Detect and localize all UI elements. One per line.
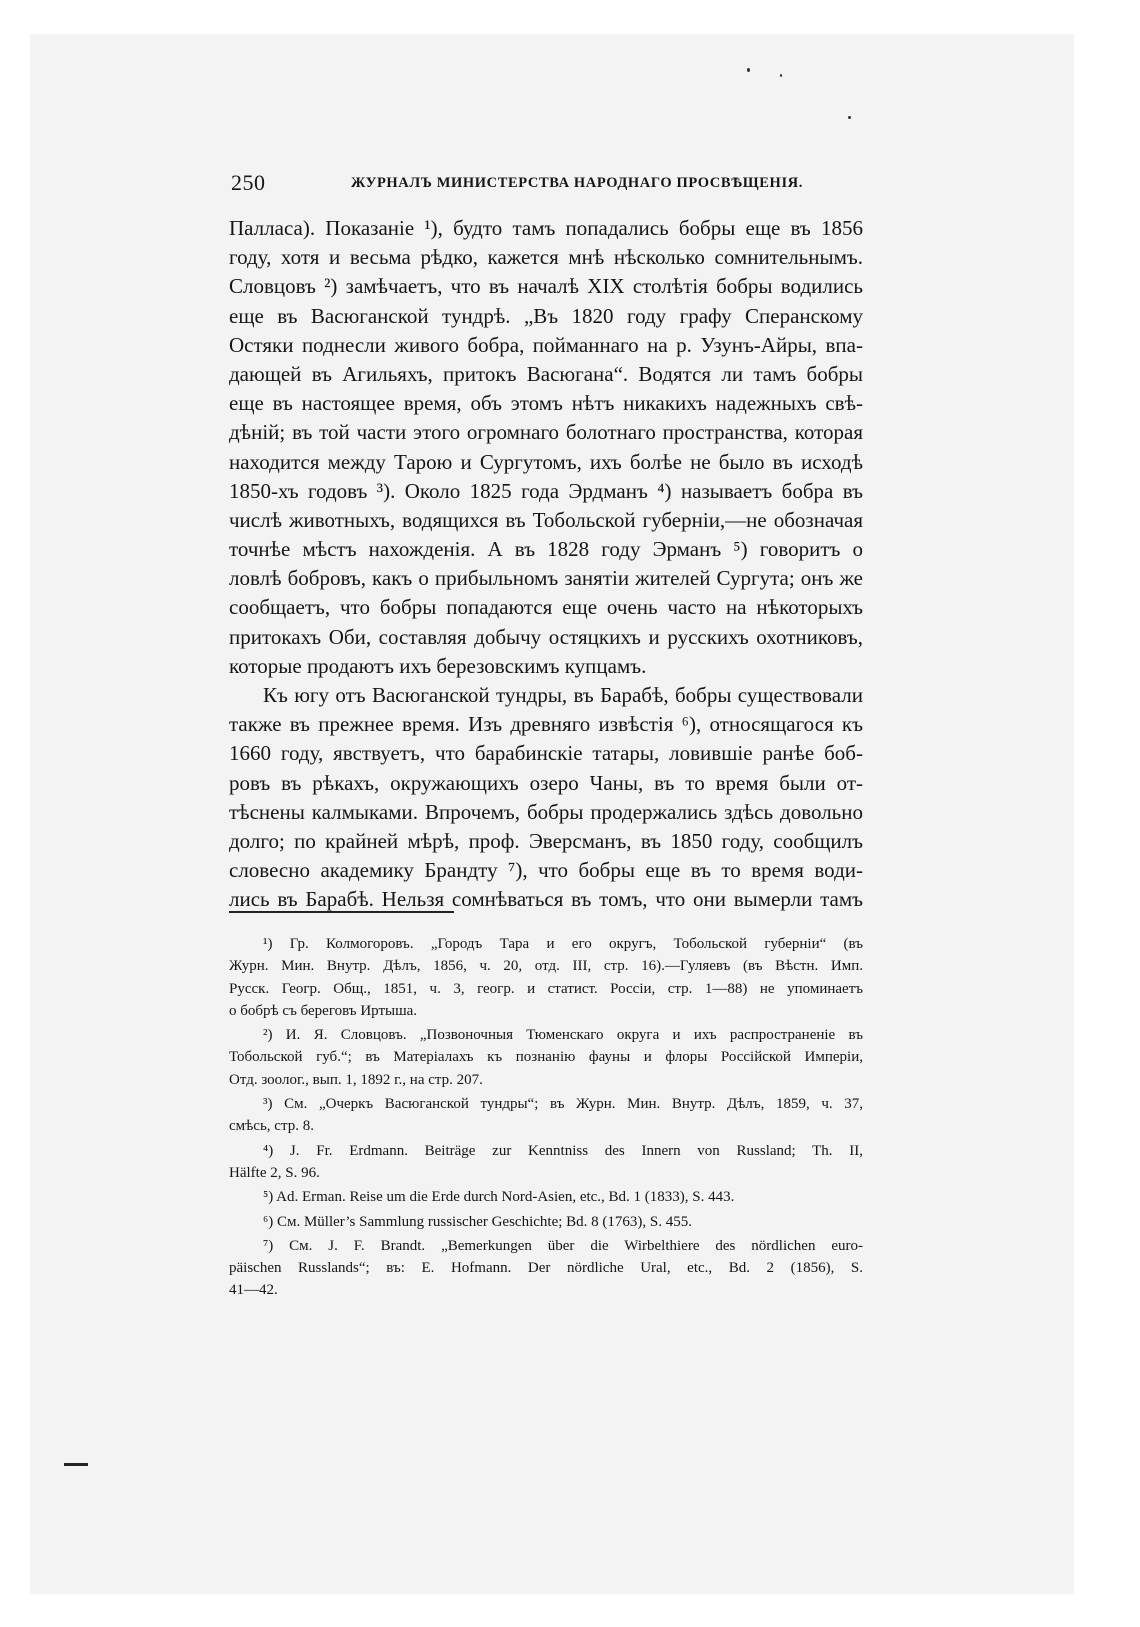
running-title: ЖУРНАЛЪ МИНИСТЕРСТВА НАРОДНАГО ПРОСВѢЩЕНІЯ.: [351, 175, 803, 191]
footnote-line: ⁵) Ad. Erman. Reise um die Erde durch Nord-Asien, etc., Bd. 1 (1833), S. 443.: [263, 1189, 735, 1206]
footnote-line: Тобольской губ.“; въ Матеріалахъ къ познанію фауны и флоры Россійской Имперіи,: [229, 1049, 863, 1066]
footnote-line: ³) См. „Очеркъ Васюганской тундры“; въ Журн. Мин. Внутр. Дѣлъ, 1859, ч. 37,: [263, 1096, 863, 1113]
footnote: [229, 933, 863, 1022]
text-line: которые продаютъ ихъ березовскимъ купцамъ.: [229, 653, 647, 678]
scan-speck: [848, 116, 851, 119]
footnote: [229, 1140, 863, 1185]
page-header: [231, 170, 861, 200]
footnote-line: о бобрѣ съ береговъ Иртыша.: [229, 1002, 418, 1019]
text-line: еще въ Васюганской тундрѣ. „Въ 1820 году графу Сперанскому: [229, 303, 863, 328]
footnotes: [229, 933, 863, 1302]
text-line: числѣ животныхъ, водящихся въ Тобольской губерніи,—не обозначая: [229, 507, 863, 532]
text-line: еще въ настоящее время, объ этомъ нѣтъ никакихъ надежныхъ свѣ-: [229, 391, 863, 416]
text-line: находится между Тарою и Сургутомъ, ихъ болѣе не было въ исходѣ: [229, 449, 863, 474]
footnote-line: ⁷) См. J. F. Brandt. „Bemerkungen über die Wirbelthiere des nördlichen euro-: [263, 1237, 863, 1254]
text-line: тѣснены калмыками. Впрочемъ, бобры продержались здѣсь довольно: [229, 799, 863, 824]
scan-speck: [780, 74, 782, 77]
footnote-line: 41—42.: [229, 1282, 278, 1299]
footnote-line: päischen Russlands“; въ: E. Hofmann. Der nördliche Ural, etc., Bd. 2 (1856), S.: [229, 1260, 863, 1277]
footnote-rule: [229, 911, 454, 913]
footnote: [229, 1093, 863, 1138]
text-line: дающей въ Агильяхъ, притокъ Васюгана“. Водятся ли тамъ бобры: [229, 361, 863, 386]
footnote-line: ²) И. Я. Словцовъ. „Позвоночныя Тюменскаго округа и ихъ распространеніе въ: [263, 1027, 863, 1044]
page-number: 250: [231, 170, 266, 195]
footnote: [229, 1211, 863, 1233]
footnote-line: смѣсь, стр. 8.: [229, 1118, 314, 1135]
footnote: [229, 1235, 863, 1302]
footnote-line: Hälfte 2, S. 96.: [229, 1164, 320, 1181]
text-line: притокахъ Оби, составляя добычу остяцкихъ и русскихъ охотниковъ,: [229, 624, 863, 649]
footnote: [229, 1024, 863, 1091]
footnote-line: Отд. зоолог., вып. 1, 1892 г., на стр. 207.: [229, 1071, 483, 1088]
text-line: также въ прежнее время. Изъ древняго извѣстія ⁶), относящагося къ: [229, 712, 863, 737]
body-text: [229, 214, 863, 915]
text-line: ровъ въ рѣкахъ, окружающихъ озеро Чаны, въ то время были от-: [229, 770, 863, 795]
footnote-line: Журн. Мин. Внутр. Дѣлъ, 1856, ч. 20, отд. III, стр. 16).—Гуляевъ (въ Вѣстн. Имп.: [229, 958, 863, 975]
text-line: точнѣе мѣстъ нахожденія. А въ 1828 году Эрманъ ⁵) говоритъ о: [229, 537, 863, 562]
scan-speck: [747, 68, 750, 72]
text-line: году, хотя и весьма рѣдко, кажется мнѣ нѣсколько сомнительнымъ.: [229, 245, 863, 270]
text-line: лись въ Барабѣ. Нельзя сомнѣваться въ томъ, что они вымерли тамъ: [229, 887, 863, 912]
text-line: Словцовъ ²) замѣчаетъ, что въ началѣ XIX столѣтія бобры водились: [229, 274, 863, 299]
text-line: Къ югу отъ Васюганской тундры, въ Барабѣ, бобры существовали: [263, 683, 863, 707]
text-line: ловлѣ бобровъ, какъ о прибыльномъ занятіи жителей Сургута; онъ же: [229, 566, 863, 591]
footnote-line: Русск. Геогр. Общ., 1851, ч. 3, геогр. и статист. Россіи, стр. 1—88) не упоминаетъ: [229, 980, 863, 997]
text-line: Остяки поднесли живого бобра, пойманнаго на р. Узунъ-Айры, впа-: [229, 332, 863, 357]
footnote-line: ⁴) J. Fr. Erdmann. Beiträge zur Kenntniss des Innern von Russland; Th. II,: [263, 1142, 863, 1159]
text-line: Палласа). Показаніе ¹), будто тамъ попадались бобры еще въ 1856: [229, 216, 863, 240]
footnote-line: ⁶) См. Müller’s Sammlung russischer Geschichte; Bd. 8 (1763), S. 455.: [263, 1213, 692, 1230]
text-line: 1850-хъ годовъ ³). Около 1825 года Эрдманъ ⁴) называетъ бобра въ: [229, 478, 863, 503]
text-line: долго; по крайней мѣрѣ, проф. Эверсманъ, въ 1850 году, сообщилъ: [229, 828, 863, 853]
footnote: [229, 1186, 863, 1208]
text-line: словесно академику Брандту ⁷), что бобры еще въ то время води-: [229, 858, 863, 883]
text-line: дѣній; въ той части этого огромнаго болотнаго пространства, которая: [229, 420, 863, 445]
text-line: сообщаетъ, что бобры попадаются еще очень часто на нѣкоторыхъ: [229, 595, 863, 620]
footnote-line: ¹) Гр. Колмогоровъ. „Городъ Тара и его округъ, Тобольской губерніи“ (въ: [263, 936, 863, 952]
text-line: 1660 году, явствуетъ, что барабинскіе татары, ловившіе ранѣе боб-: [229, 741, 863, 766]
margin-mark: [64, 1463, 88, 1466]
